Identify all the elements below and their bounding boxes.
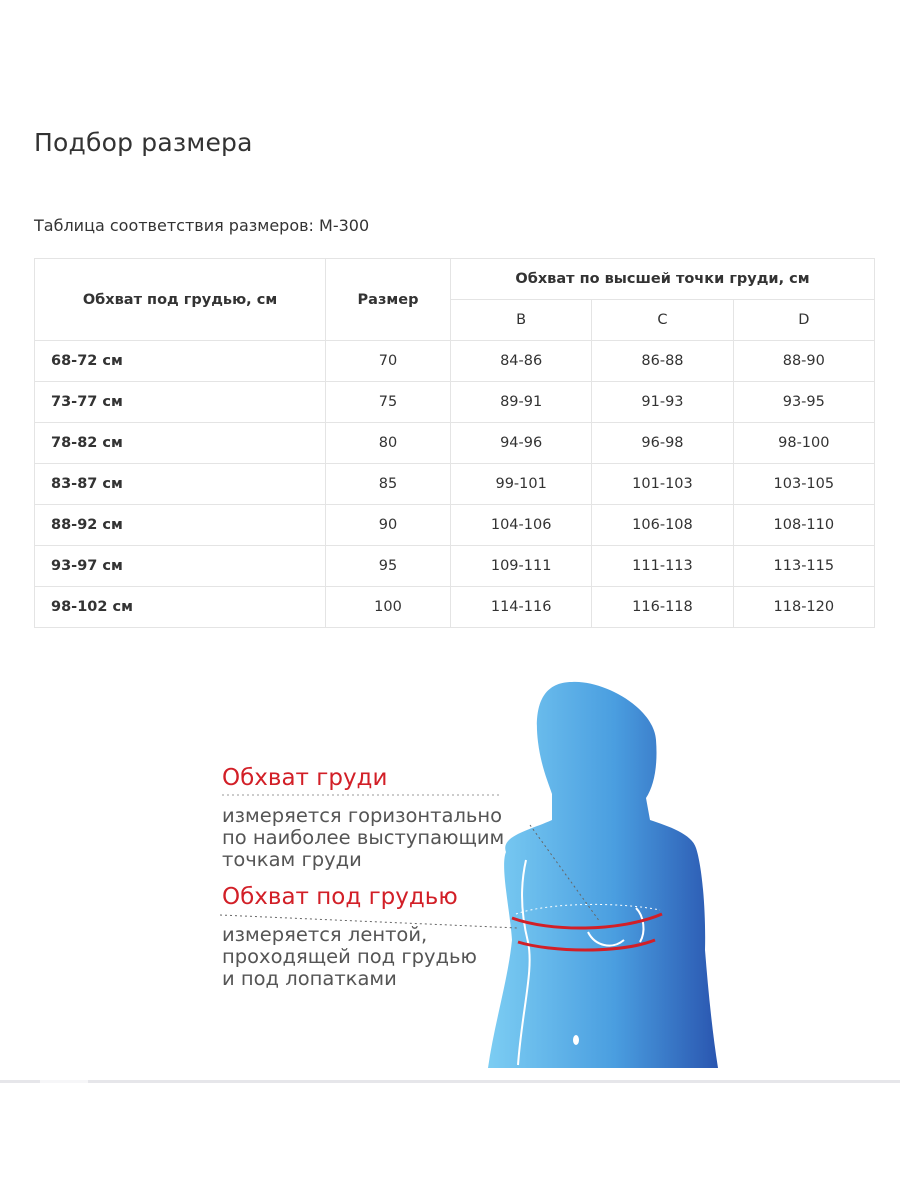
cell-cup-c: 96-98 bbox=[592, 423, 733, 464]
navel-mark bbox=[573, 1035, 579, 1045]
cell-cup-d: 93-95 bbox=[733, 382, 874, 423]
bust-text-2: по наиболее выступающим bbox=[222, 826, 505, 849]
underbust-text-2: проходящей под грудью bbox=[222, 945, 477, 968]
bust-text-3: точкам груди bbox=[222, 848, 362, 871]
header-bust: Обхват по высшей точки груди, см bbox=[451, 259, 875, 300]
cell-cup-d: 98-100 bbox=[733, 423, 874, 464]
table-row bbox=[35, 546, 875, 587]
cell-underbust: 78-82 см bbox=[35, 423, 326, 464]
table-row bbox=[35, 464, 875, 505]
cell-cup-b: 104-106 bbox=[451, 505, 592, 546]
underbust-heading: Обхват под грудью bbox=[222, 884, 458, 910]
cell-size: 85 bbox=[326, 464, 451, 505]
table-row bbox=[35, 423, 875, 464]
cell-size: 95 bbox=[326, 546, 451, 587]
cell-size: 100 bbox=[326, 587, 451, 628]
cell-cup-b: 109-111 bbox=[451, 546, 592, 587]
table-header-row bbox=[35, 259, 875, 300]
cell-cup-d: 103-105 bbox=[733, 464, 874, 505]
table-row bbox=[35, 587, 875, 628]
cell-cup-c: 116-118 bbox=[592, 587, 733, 628]
underbust-text-1: измеряется лентой, bbox=[222, 923, 428, 946]
cell-cup-b: 89-91 bbox=[451, 382, 592, 423]
header-cup-d: D bbox=[733, 300, 874, 341]
cell-cup-c: 91-93 bbox=[592, 382, 733, 423]
size-table bbox=[34, 258, 875, 628]
bust-text-1: измеряется горизонтально bbox=[222, 804, 503, 827]
table-caption: Таблица соответствия размеров: М-300 bbox=[34, 216, 370, 235]
cell-cup-b: 99-101 bbox=[451, 464, 592, 505]
cell-underbust: 73-77 см bbox=[35, 382, 326, 423]
cell-cup-d: 88-90 bbox=[733, 341, 874, 382]
table-row bbox=[35, 382, 875, 423]
cell-size: 75 bbox=[326, 382, 451, 423]
cell-underbust: 98-102 см bbox=[35, 587, 326, 628]
cell-cup-b: 114-116 bbox=[451, 587, 592, 628]
cell-underbust: 83-87 см bbox=[35, 464, 326, 505]
cell-underbust: 93-97 см bbox=[35, 546, 326, 587]
cell-size: 90 bbox=[326, 505, 451, 546]
header-cup-b: B bbox=[451, 300, 592, 341]
cell-cup-c: 101-103 bbox=[592, 464, 733, 505]
cell-cup-c: 111-113 bbox=[592, 546, 733, 587]
cell-cup-b: 94-96 bbox=[451, 423, 592, 464]
table-body bbox=[35, 341, 875, 628]
page-title: Подбор размера bbox=[34, 128, 253, 157]
bust-heading: Обхват груди bbox=[222, 765, 388, 791]
cell-cup-d: 118-120 bbox=[733, 587, 874, 628]
measurement-figure bbox=[200, 670, 720, 1075]
table-row bbox=[35, 505, 875, 546]
bottom-divider-mark bbox=[40, 1080, 88, 1083]
underbust-text-3: и под лопатками bbox=[222, 967, 397, 990]
cell-size: 70 bbox=[326, 341, 451, 382]
cell-cup-c: 106-108 bbox=[592, 505, 733, 546]
cell-underbust: 88-92 см bbox=[35, 505, 326, 546]
cell-cup-d: 108-110 bbox=[733, 505, 874, 546]
cell-size: 80 bbox=[326, 423, 451, 464]
table-row bbox=[35, 341, 875, 382]
bottom-divider bbox=[0, 1080, 900, 1083]
cell-cup-d: 113-115 bbox=[733, 546, 874, 587]
header-size: Размер bbox=[326, 259, 451, 341]
header-cup-c: C bbox=[592, 300, 733, 341]
cell-underbust: 68-72 см bbox=[35, 341, 326, 382]
cell-cup-c: 86-88 bbox=[592, 341, 733, 382]
header-underbust: Обхват под грудью, см bbox=[35, 259, 326, 341]
cell-cup-b: 84-86 bbox=[451, 341, 592, 382]
